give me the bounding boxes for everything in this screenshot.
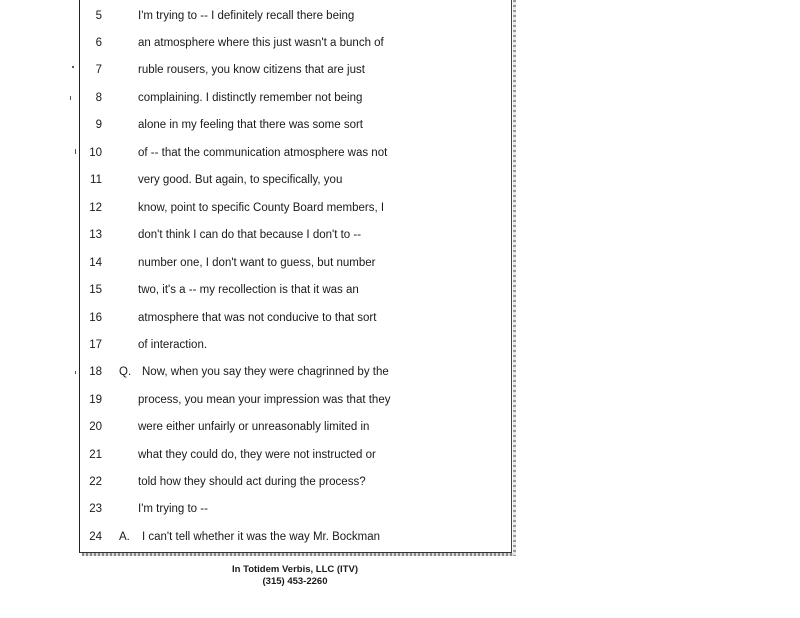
line-number: 14 — [89, 257, 102, 269]
line-number: 6 — [95, 37, 102, 49]
scan-speck — [75, 371, 76, 374]
footer-phone: (315) 453-2260 — [262, 576, 328, 587]
line-text: know, point to specific County Board members, I — [138, 202, 385, 214]
line-number: 12 — [89, 202, 102, 214]
line-number: 10 — [89, 147, 102, 159]
line-text: were either unfairly or unreasonably limited in — [138, 421, 370, 433]
line-text: of interaction. — [138, 339, 208, 351]
line-number: 7 — [95, 64, 102, 76]
line-number: 5 — [95, 10, 102, 22]
line-text: very good. But again, to specifically, you — [138, 174, 343, 186]
line-text: what they could do, they were not instructed or — [138, 449, 376, 461]
line-text: don't think I can do that because I don't to -- — [138, 229, 362, 241]
scan-speck — [75, 149, 76, 154]
speaker-label: Q. — [119, 366, 132, 378]
line-number: 8 — [95, 92, 102, 104]
line-number: 24 — [89, 531, 102, 543]
page-footer — [195, 564, 395, 588]
line-number: 16 — [89, 312, 102, 324]
line-number: 22 — [89, 476, 102, 488]
line-text: alone in my feeling that there was some sort — [138, 119, 364, 131]
line-text: an atmosphere where this just wasn't a bunch of — [138, 37, 384, 49]
line-number: 17 — [89, 339, 102, 351]
line-text: I'm trying to -- I definitely recall there being — [138, 10, 355, 22]
line-number: 11 — [90, 174, 102, 186]
line-number: 13 — [89, 229, 102, 241]
line-text: ruble rousers, you know citizens that are just — [138, 64, 365, 76]
line-text: two, it's a -- my recollection is that it was an — [138, 284, 359, 296]
scan-speck — [70, 96, 71, 100]
line-text: number one, I don't want to guess, but number — [138, 257, 376, 269]
line-number: 20 — [89, 421, 102, 433]
line-number: 15 — [89, 284, 102, 296]
line-text: process, you mean your impression was that they — [138, 394, 391, 406]
line-number: 21 — [89, 449, 102, 461]
footer-company: In Totidem Verbis, LLC (ITV) — [232, 564, 358, 575]
line-number: 18 — [89, 366, 102, 378]
line-text: I can't tell whether it was the way Mr. Bockman — [142, 531, 381, 543]
line-text: atmosphere that was not conducive to that sort — [138, 312, 377, 324]
line-text: told how they should act during the process? — [138, 476, 366, 488]
scan-speck — [72, 66, 74, 68]
line-number: 19 — [89, 394, 102, 406]
speaker-label: A. — [119, 531, 130, 543]
line-text: Now, when you say they were chagrinned by the — [142, 366, 389, 378]
line-number: 9 — [95, 119, 102, 131]
line-text: of -- that the communication atmosphere was not — [138, 147, 388, 159]
line-text: I'm trying to -- — [138, 503, 208, 515]
line-number: 23 — [89, 503, 102, 515]
line-text: complaining. I distinctly remember not being — [138, 92, 363, 104]
